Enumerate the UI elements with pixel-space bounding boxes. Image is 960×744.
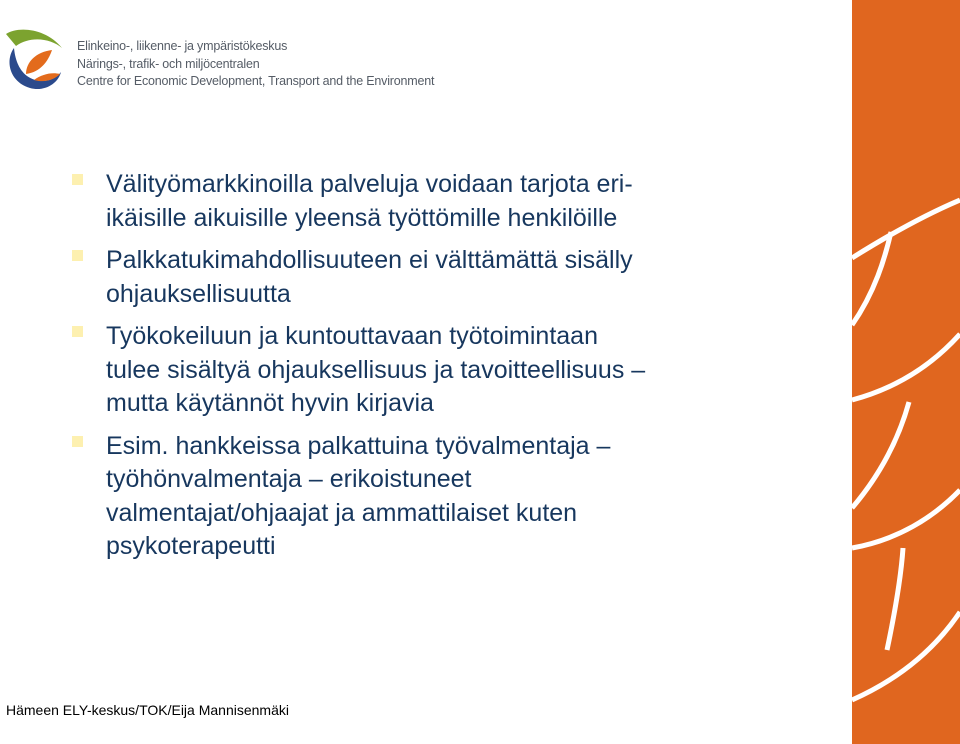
org-name-swedish: Närings-, trafik- och miljöcentralen — [77, 56, 260, 71]
bullet-text: Esim. hankkeissa palkattuina työvalmentaja – työhönvalmentaja – erikoistuneet valmentajat/ohjaajat ja ammattilaiset kuten psykoterapeutti — [106, 431, 611, 560]
bullet-square-icon — [72, 326, 83, 337]
bullet-text: Välityömarkkinoilla palveluja voidaan tarjota eri- ikäisille aikuisille yleensä työttömille henkilöille — [106, 170, 633, 232]
decorative-orange-band — [847, 0, 960, 744]
bullet-item — [72, 430, 832, 564]
ely-centre-logo-icon — [4, 26, 66, 90]
org-name-english: Centre for Economic Development, Transport and the Environment — [77, 74, 435, 88]
footer-credit: Hämeen ELY-keskus/TOK/Eija Mannisenmäki — [6, 702, 289, 718]
bullet-item — [72, 244, 832, 311]
organization-name — [77, 38, 434, 91]
logo-orange-leaf — [26, 50, 52, 74]
bullet-item — [72, 320, 832, 421]
bullet-item — [72, 168, 832, 235]
bullet-square-icon — [72, 174, 83, 185]
bullet-text: Työkokeiluun ja kuntouttavaan työtoimintaan tulee sisältyä ohjauksellisuus ja tavoitteellisuus – mutta käytännöt hyvin kirjavia — [106, 322, 646, 417]
bullet-square-icon — [72, 436, 83, 447]
bullet-square-icon — [72, 250, 83, 261]
logo-green-leaf — [6, 30, 62, 48]
bullet-text: Palkkatukimahdollisuuteen ei välttämättä sisälly ohjauksellisuutta — [106, 246, 633, 308]
bullet-list — [72, 168, 832, 573]
org-name-finnish: Elinkeino-, liikenne- ja ympäristökeskus — [77, 39, 288, 53]
